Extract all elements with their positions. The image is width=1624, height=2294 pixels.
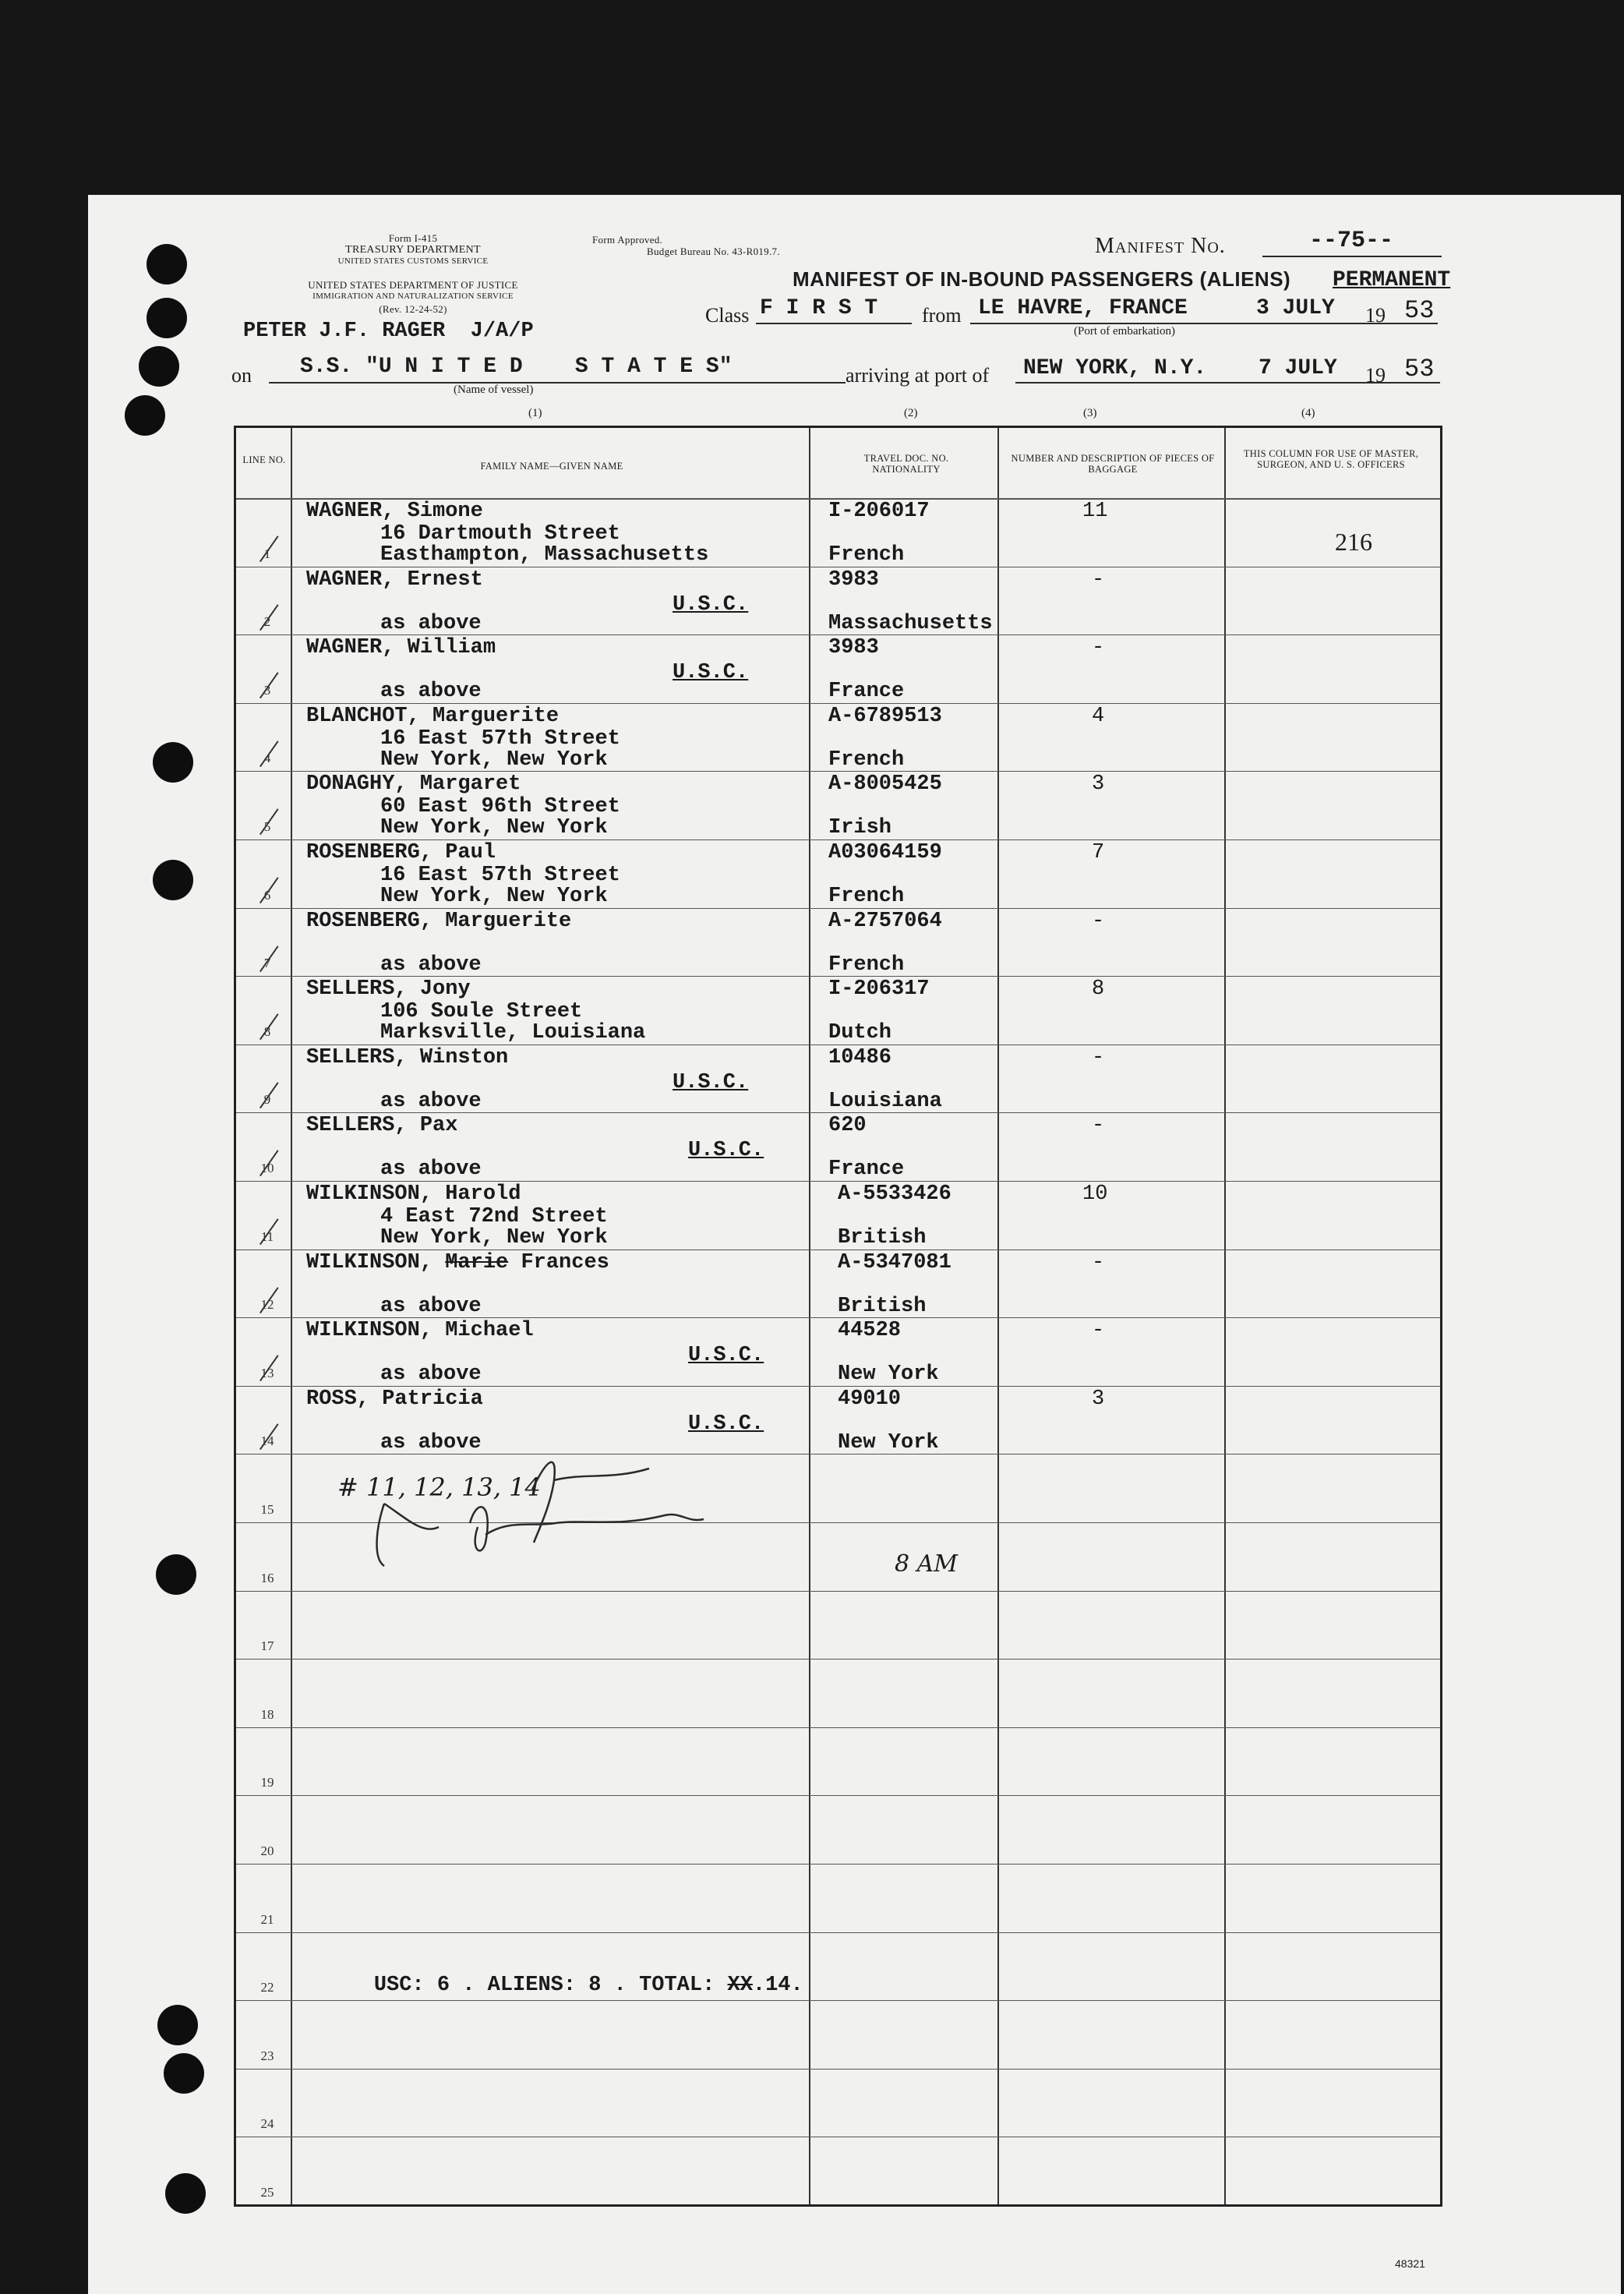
usc-marker: U.S.C. [688,1412,764,1436]
col-num-4: (4) [1301,407,1315,419]
address-line-2: as above [380,1158,482,1182]
baggage-count: - [1092,1319,1105,1343]
line-number: 20 [260,1843,274,1858]
header-line-no: LINE NO. [242,454,286,465]
manifest-number-line [1262,256,1442,257]
line-number: 15 [260,1502,274,1517]
line-number: 10 [260,1161,274,1175]
handwritten-line-refs: # 11, 12, 13, 14 [337,1472,541,1502]
punch-hole [139,346,179,387]
row-divider [236,2069,1440,2070]
manifest-status: PERMANENT [1333,268,1451,292]
line-number: 3 [263,682,271,698]
form-approved: Form Approved. [592,234,663,246]
from-label: from [922,304,962,327]
passenger-name: WAGNER, William [306,636,496,660]
header-official: THIS COLUMN FOR USE OF MASTER, SURGEON, AND U. S. OFFICERS [1243,448,1419,470]
totals-end: .14. [752,1974,803,1997]
punch-hole [164,2053,204,2094]
address-line-2: New York, New York [380,1226,608,1250]
line-number: 24 [260,2116,274,2132]
punch-hole [156,1554,196,1595]
address-line-2: as above [380,1294,482,1318]
travel-doc-number: A03064159 [828,841,942,864]
address-line-2: Easthampton, Massachusetts [380,543,709,567]
manifest-title: MANIFEST OF IN-BOUND PASSENGERS (ALIENS) [793,267,1291,291]
line-number: 9 [263,1092,271,1108]
line-number: 6 [263,887,271,903]
handwritten-signature [353,1449,789,1574]
row-divider [236,1727,1440,1728]
header-name: FAMILY NAME—GIVEN NAME [480,461,623,472]
line-number: 7 [263,956,271,971]
passenger-name: DONAGHY, Margaret [306,772,521,797]
punch-hole [165,2173,206,2214]
line-number: 12 [260,1297,274,1313]
passenger-name: SELLERS, Winston [306,1045,509,1069]
port-embark-caption: (Port of embarkation) [1074,325,1175,338]
nationality: French [828,748,905,772]
passenger-name: WILKINSON, Michael [306,1319,534,1343]
vessel-line [269,382,846,384]
vessel-name: S.S. "U N I T E D S T A T E S" [300,355,733,379]
line-number: 19 [260,1775,274,1790]
footer-code: 48321 [1395,2257,1425,2270]
passenger-name: ROSS, Patricia [306,1387,483,1411]
usc-marker: U.S.C. [688,1344,764,1368]
totals-line [323,1952,803,2020]
manifest-number: --75-- [1309,228,1394,254]
passenger-name: WAGNER, Simone [306,500,483,523]
baggage-count: - [1092,909,1105,933]
col-divider [1224,428,1226,2204]
address-line-1: 60 East 96th Street [380,795,620,819]
address-line-2: as above [380,1430,482,1455]
passenger-name: WILKINSON, Harold [306,1182,521,1206]
col-num-2: (2) [904,407,918,419]
baggage-count: - [1092,636,1105,660]
totals-text: USC: 6 . ALIENS: 8 . TOTAL: [373,1974,728,1997]
nationality: France [828,1158,905,1182]
form-revision: (Rev. 12-24-52) [379,303,447,315]
usc-marker: U.S.C. [673,1070,749,1094]
travel-doc-number: 44528 [838,1319,902,1343]
nationality: Irish [828,816,892,840]
line-number: 17 [260,1638,274,1654]
usc-marker: U.S.C. [673,661,749,685]
baggage-count: 11 [1082,500,1108,523]
nationality: French [828,953,905,977]
punch-hole [157,2005,198,2045]
baggage-count: - [1092,1045,1105,1069]
form-number: Form I-415 [388,232,438,244]
class-line [756,323,912,324]
passenger-name: BLANCHOT, Marguerite [306,704,560,728]
line-number: 11 [260,1228,274,1244]
passenger-name: ROSENBERG, Marguerite [306,909,572,933]
usc-marker: U.S.C. [673,592,749,617]
arrival-year-prefix: 19 [1365,364,1386,387]
passenger-name: SELLERS, Jony [306,977,471,1002]
address-line-2: New York, New York [380,885,608,908]
punch-hole [147,298,187,338]
port-embarkation: LE HAVRE, FRANCE [978,296,1188,320]
address-line-1: 16 East 57th Street [380,864,620,887]
line-number: 14 [260,1433,274,1449]
baggage-count: 10 [1082,1182,1108,1206]
nationality: British [838,1294,927,1318]
nationality: British [838,1226,927,1250]
address-line-1: 16 Dartmouth Street [380,522,620,546]
address-line-2: as above [380,680,482,704]
address-line-1: 4 East 72nd Street [380,1205,608,1228]
travel-doc-number: A-5347081 [838,1250,951,1274]
baggage-count: 3 [1092,1387,1105,1411]
line-number: 21 [260,1911,274,1927]
line-number: 25 [260,2185,274,2200]
line-number: 18 [260,1706,274,1722]
officer-name: PETER J.F. RAGER J/A/P [243,320,534,343]
line-number: 1 [263,546,271,561]
col-divider [997,428,999,2204]
travel-doc-number: A-8005425 [828,772,942,797]
line-number: 13 [260,1365,274,1380]
name-struck: Marie [445,1250,509,1274]
name-part: Frances [508,1250,609,1274]
punch-hole [147,244,187,285]
address-line-1: 106 Soule Street [380,1000,583,1024]
travel-doc-number: 3983 [828,567,879,592]
manifest-label: Manifest No. [1095,234,1226,258]
row-divider [236,1795,1440,1796]
row-divider [236,1864,1440,1865]
departure-year: 53 [1404,296,1435,325]
header-doc: TRAVEL DOC. NO. NATIONALITY [863,453,949,475]
travel-doc-number: 3983 [828,636,879,660]
line-number: 4 [263,751,271,766]
customs-service: UNITED STATES CUSTOMS SERVICE [337,256,489,266]
nationality: Dutch [828,1021,892,1045]
address-line-1: 16 East 57th Street [380,726,620,751]
passenger-table [234,426,1442,2207]
usc-marker: U.S.C. [688,1139,764,1163]
punch-hole [125,395,165,436]
signature-time: 8 AM [895,1550,959,1578]
official-note: 216 [1335,528,1372,556]
baggage-count: 4 [1092,704,1105,728]
line-number: 23 [260,2048,274,2063]
class-label: Class [705,304,750,327]
nationality: French [828,885,905,908]
passenger-name: WAGNER, Ernest [306,567,483,592]
baggage-count: 3 [1092,772,1105,797]
name-part: WILKINSON, [306,1250,446,1274]
nationality: New York [838,1430,939,1455]
baggage-count: - [1092,1114,1105,1138]
travel-doc-number: 620 [828,1114,867,1138]
totals-struck: XX [727,1974,753,1997]
address-line-2: as above [380,953,482,977]
travel-doc-number: A-6789513 [828,704,942,728]
nationality: New York [838,1363,939,1387]
treasury-dept: TREASURY DEPARTMENT [345,244,481,256]
row-divider [236,1591,1440,1592]
nationality: France [828,680,905,704]
from-line [970,323,1438,324]
nationality: Louisiana [828,1089,942,1113]
passenger-name: ROSENBERG, Paul [306,841,496,864]
baggage-count: 7 [1092,841,1105,864]
travel-doc-number: A-2757064 [828,909,942,933]
address-line-2: as above [380,611,482,635]
arrival-port: NEW YORK, N.Y. [1023,356,1207,380]
travel-doc-number: 49010 [838,1387,902,1411]
line-number: 8 [263,1023,271,1039]
budget-bureau: Budget Bureau No. 43-R019.7. [647,246,780,257]
col-divider [809,428,810,2204]
line-number: 2 [263,614,271,630]
line-number: 5 [263,819,271,834]
punch-hole [153,742,193,783]
ins-service: IMMIGRATION AND NATURALIZATION SERVICE [312,292,514,301]
justice-dept: UNITED STATES DEPARTMENT OF JUSTICE [308,279,518,291]
address-line-2: New York, New York [380,816,608,840]
col-num-1: (1) [528,407,542,419]
row-divider [236,1932,1440,1933]
baggage-count: - [1092,567,1105,592]
row-divider [236,1659,1440,1660]
arrival-year: 53 [1404,355,1435,384]
nationality: French [828,543,905,567]
arriving-label: arriving at port of [846,364,990,387]
line-number: 22 [260,1980,274,1995]
vessel-caption: (Name of vessel) [454,384,534,396]
address-line-2: Marksville, Louisiana [380,1021,646,1045]
line-number: 16 [260,1570,274,1585]
on-label: on [231,364,252,387]
arrival-line [1015,382,1440,384]
travel-doc-number: A-5533426 [838,1182,951,1206]
travel-doc-number: I-206017 [828,500,930,523]
punch-hole [153,860,193,900]
baggage-count: 8 [1092,977,1105,1002]
header-baggage: NUMBER AND DESCRIPTION OF PIECES OF BAGGAGE [1011,453,1215,475]
class-value: F I R S T [760,296,878,320]
address-line-2: as above [380,1089,482,1113]
address-line-2: New York, New York [380,748,608,772]
departure-year-prefix: 19 [1365,304,1386,327]
travel-doc-number: I-206317 [828,977,930,1002]
travel-doc-number: 10486 [828,1045,892,1069]
passenger-name [306,1252,609,1274]
nationality: Massachusetts [828,611,993,635]
col-num-3: (3) [1083,407,1097,419]
arrival-date: 7 JULY [1259,356,1337,380]
passenger-name: SELLERS, Pax [306,1114,458,1138]
address-line-2: as above [380,1363,482,1387]
departure-date: 3 JULY [1256,296,1335,320]
baggage-count: - [1092,1250,1105,1274]
